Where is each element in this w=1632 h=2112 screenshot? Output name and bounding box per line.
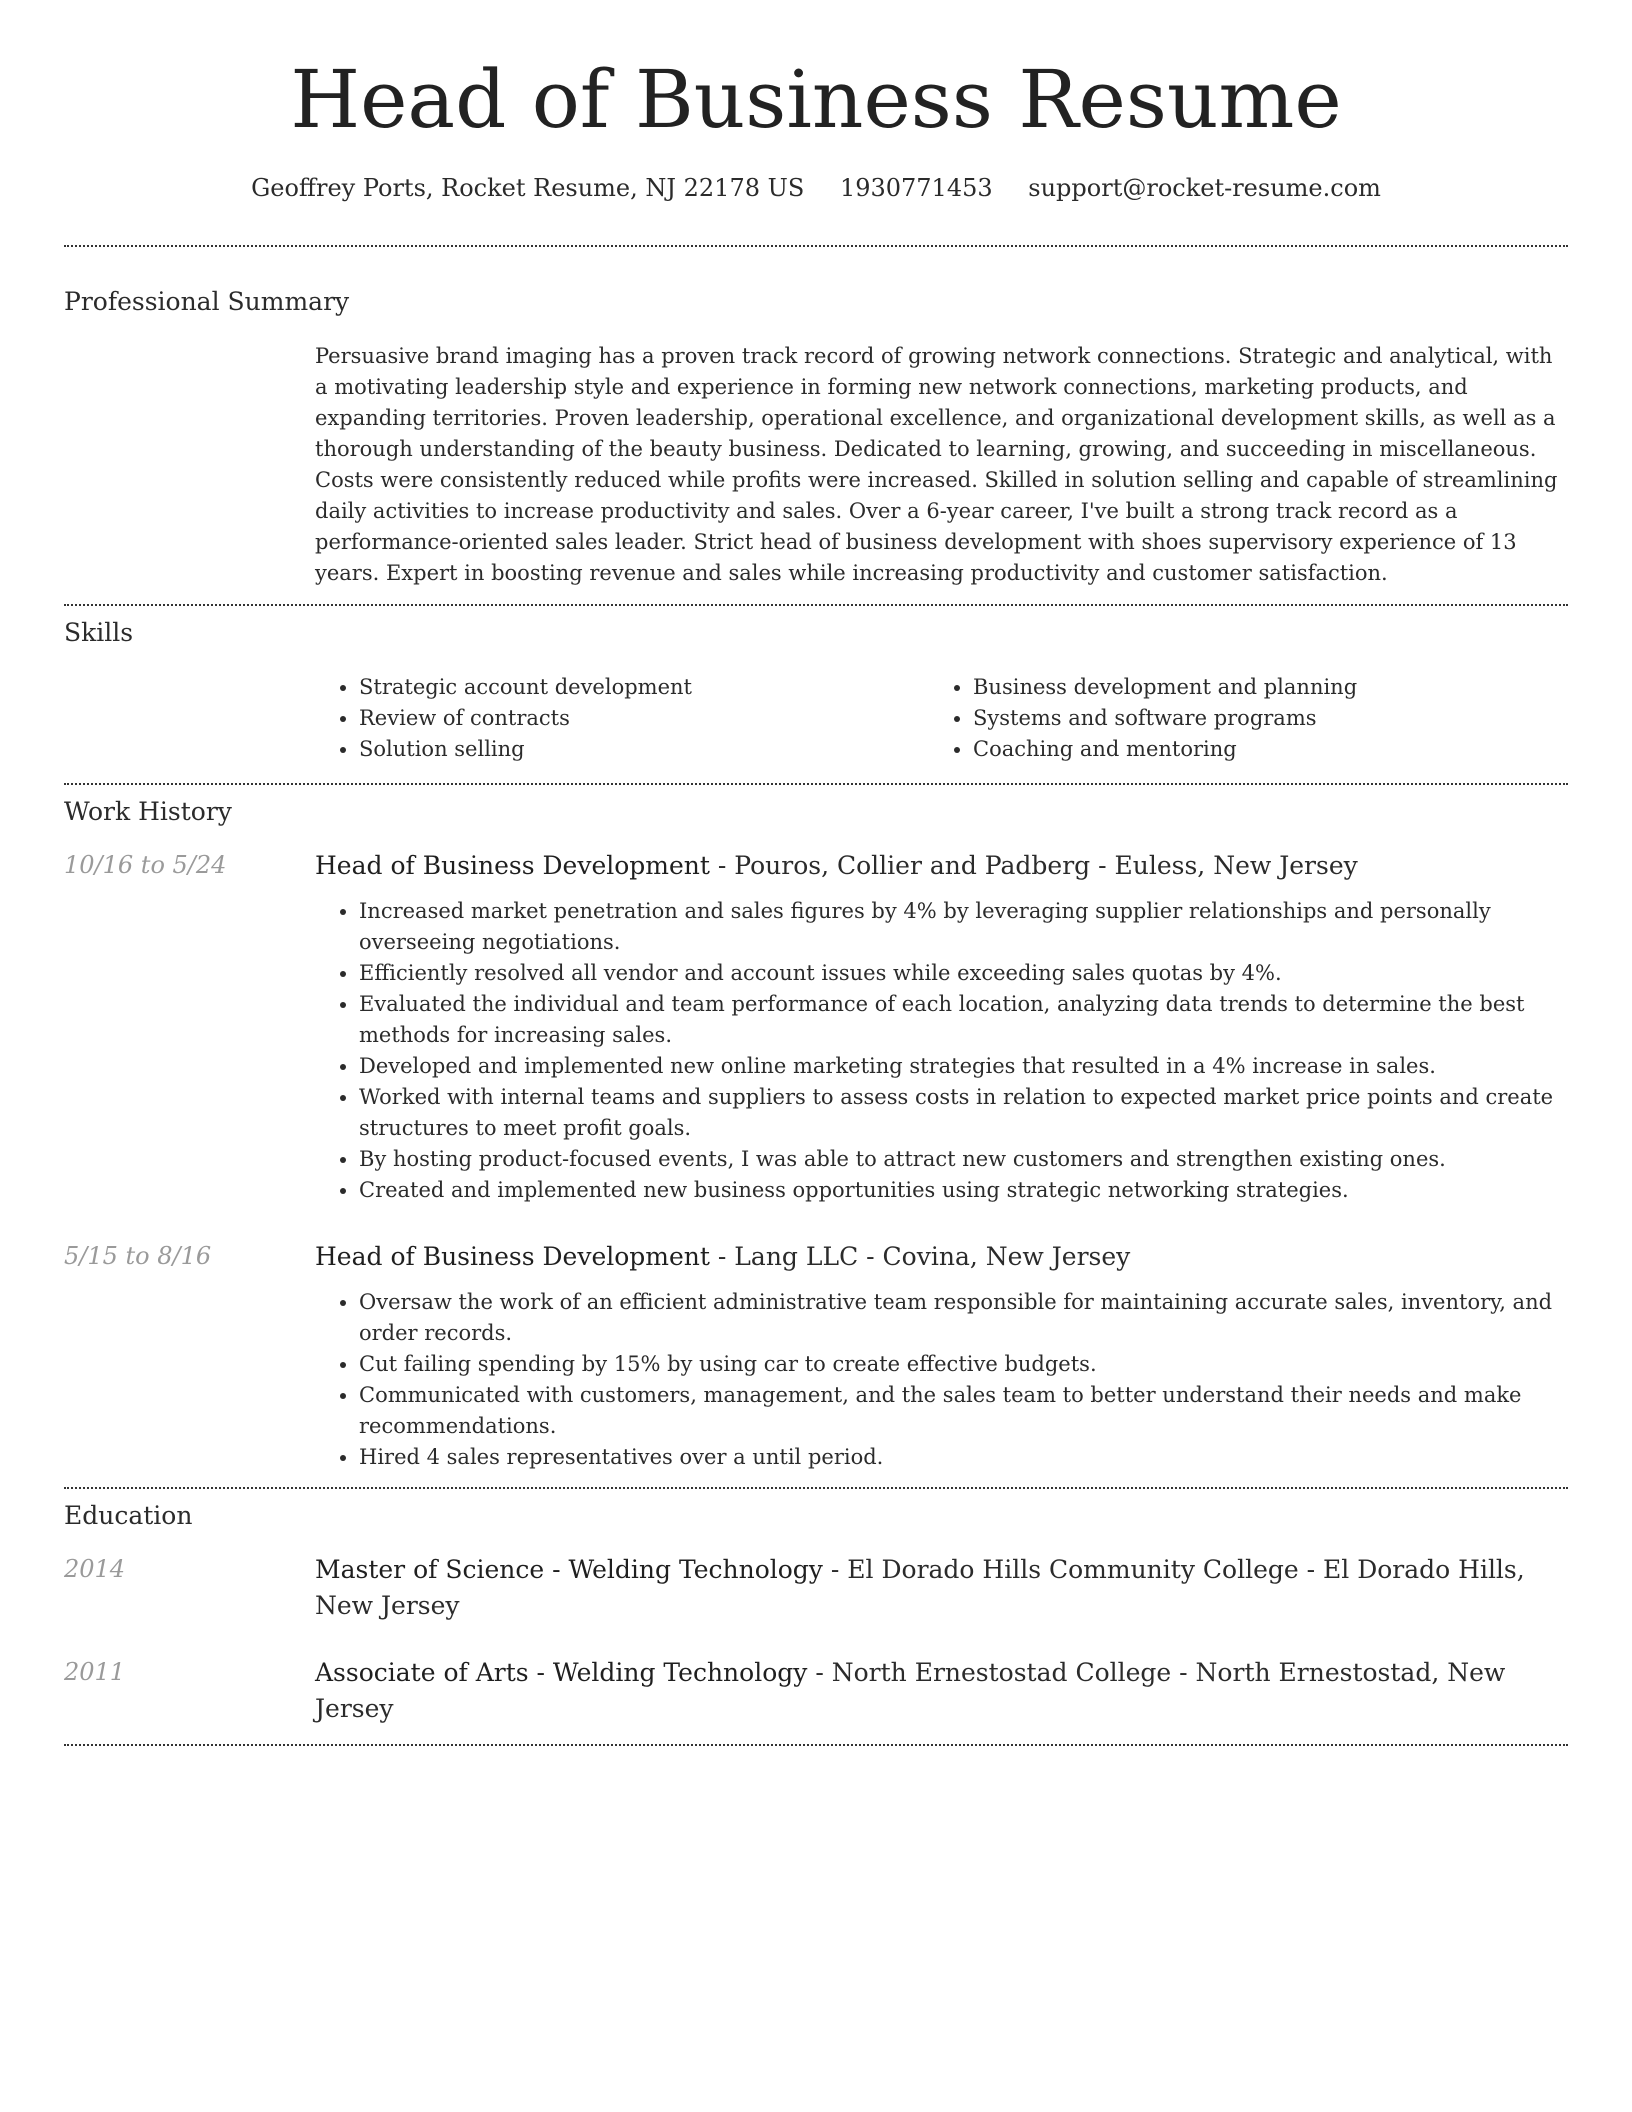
skill-item: • Coaching and mentoring	[973, 734, 1543, 765]
education-date: 2011	[64, 1658, 126, 1686]
section-skills	[64, 606, 1568, 765]
skills-list	[315, 672, 1568, 765]
section-title-education: Education	[64, 1501, 193, 1530]
job-bullet: • Efficiently resolved all vendor and account issues while exceeding sales quotas by 4%.	[359, 958, 1568, 989]
job-bullet: • Oversaw the work of an efficient administrative team responsible for maintaining accurate sales, inventory, and order records.	[359, 1287, 1568, 1349]
education-entry	[64, 1552, 1568, 1624]
job-bullet: • Worked with internal teams and suppliers to assess costs in relation to expected market price points and create structures to meet profit goals.	[359, 1082, 1568, 1144]
job-title: Head of Business Development	[315, 851, 710, 880]
education-school: - North Ernestostad College - North Ernestostad, New Jersey	[315, 1658, 1506, 1723]
job-entry	[64, 1239, 1568, 1473]
contact-line	[64, 172, 1568, 204]
skill-item: • Review of contracts	[359, 703, 929, 734]
divider-education	[64, 1744, 1568, 1746]
education-heading	[315, 1552, 1568, 1624]
summary-content	[315, 341, 1568, 589]
job-bullet: • Increased market penetration and sales figures by 4% by leveraging supplier relationships and personally overseeing negotiations.	[359, 896, 1568, 958]
section-work-history	[64, 785, 1568, 1473]
section-title-skills: Skills	[64, 618, 134, 647]
skill-item: • Solution selling	[359, 734, 929, 765]
job-company: - Lang LLC - Covina, New Jersey	[709, 1242, 1131, 1271]
education-school: - El Dorado Hills Community College - El Dorado Hills, New Jersey	[315, 1555, 1525, 1620]
job-company: - Pouros, Collier and Padberg - Euless, New Jersey	[709, 851, 1358, 880]
resume-page	[64, 0, 1568, 1746]
education-degree: Master of Science - Welding Technology	[315, 1555, 823, 1584]
contact-email: support@rocket-resume.com	[1028, 174, 1381, 202]
job-bullet: • Cut failing spending by 15% by using car to create effective budgets.	[359, 1349, 1568, 1380]
job-heading	[315, 848, 1568, 884]
education-entry	[64, 1655, 1568, 1727]
section-education	[64, 1489, 1568, 1727]
job-date: 10/16 to 5/24	[64, 851, 227, 879]
skill-item: • Business development and planning	[973, 672, 1543, 703]
skills-column-right	[929, 672, 1543, 765]
job-heading	[315, 1239, 1568, 1275]
job-bullet: • By hosting product-focused events, I was able to attract new customers and strengthen existing ones.	[359, 1144, 1568, 1175]
job-bullet: • Communicated with customers, management, and the sales team to better understand their needs and make recommendations.	[359, 1380, 1568, 1442]
skills-column-left	[315, 672, 929, 765]
job-date: 5/15 to 8/16	[64, 1242, 212, 1270]
contact-address: Geoffrey Ports, Rocket Resume, NJ 22178 US	[251, 174, 805, 202]
job-bullet: • Hired 4 sales representatives over a until period.	[359, 1442, 1568, 1473]
contact-phone: 1930771453	[839, 174, 993, 202]
job-bullet: • Created and implemented new business opportunities using strategic networking strategies.	[359, 1175, 1568, 1206]
education-degree: Associate of Arts - Welding Technology	[315, 1658, 808, 1687]
section-summary	[64, 247, 1568, 589]
education-heading	[315, 1655, 1568, 1727]
education-date: 2014	[64, 1555, 126, 1583]
section-title-work: Work History	[64, 797, 232, 826]
job-title: Head of Business Development	[315, 1242, 710, 1271]
section-title-summary: Professional Summary	[64, 287, 350, 316]
skill-item: • Systems and software programs	[973, 703, 1543, 734]
summary-text: Persuasive brand imaging has a proven track record of growing network connections. Strategic and analytical, with a motivating leadership style and experience in forming new network connections, marketing products, and expanding territories. Proven leadership, operational excellence, and organizational development skills, as well as a thorough understanding of the beauty business. Dedicated to learning, growing, and succeeding in miscellaneous. Costs were consistently reduced while profits were increased. Skilled in solution selling and capable of streamlining daily activities to increase productivity and sales. Over a 6-year career, I've built a strong track record as a performance-oriented sales leader. Strict head of business development with shoes supervisory experience of 13 years. Expert in boosting revenue and sales while increasing productivity and customer satisfaction.	[315, 344, 1558, 585]
skill-item: • Strategic account development	[359, 672, 929, 703]
job-bullet: • Evaluated the individual and team performance of each location, analyzing data trends to determine the best methods for increasing sales.	[359, 989, 1568, 1051]
job-entry	[64, 848, 1568, 1206]
job-bullets	[315, 1287, 1568, 1473]
job-bullet: • Developed and implemented new online marketing strategies that resulted in a 4% increase in sales.	[359, 1051, 1568, 1082]
job-bullets	[315, 896, 1568, 1206]
resume-title: Head of Business Resume	[290, 53, 1342, 146]
